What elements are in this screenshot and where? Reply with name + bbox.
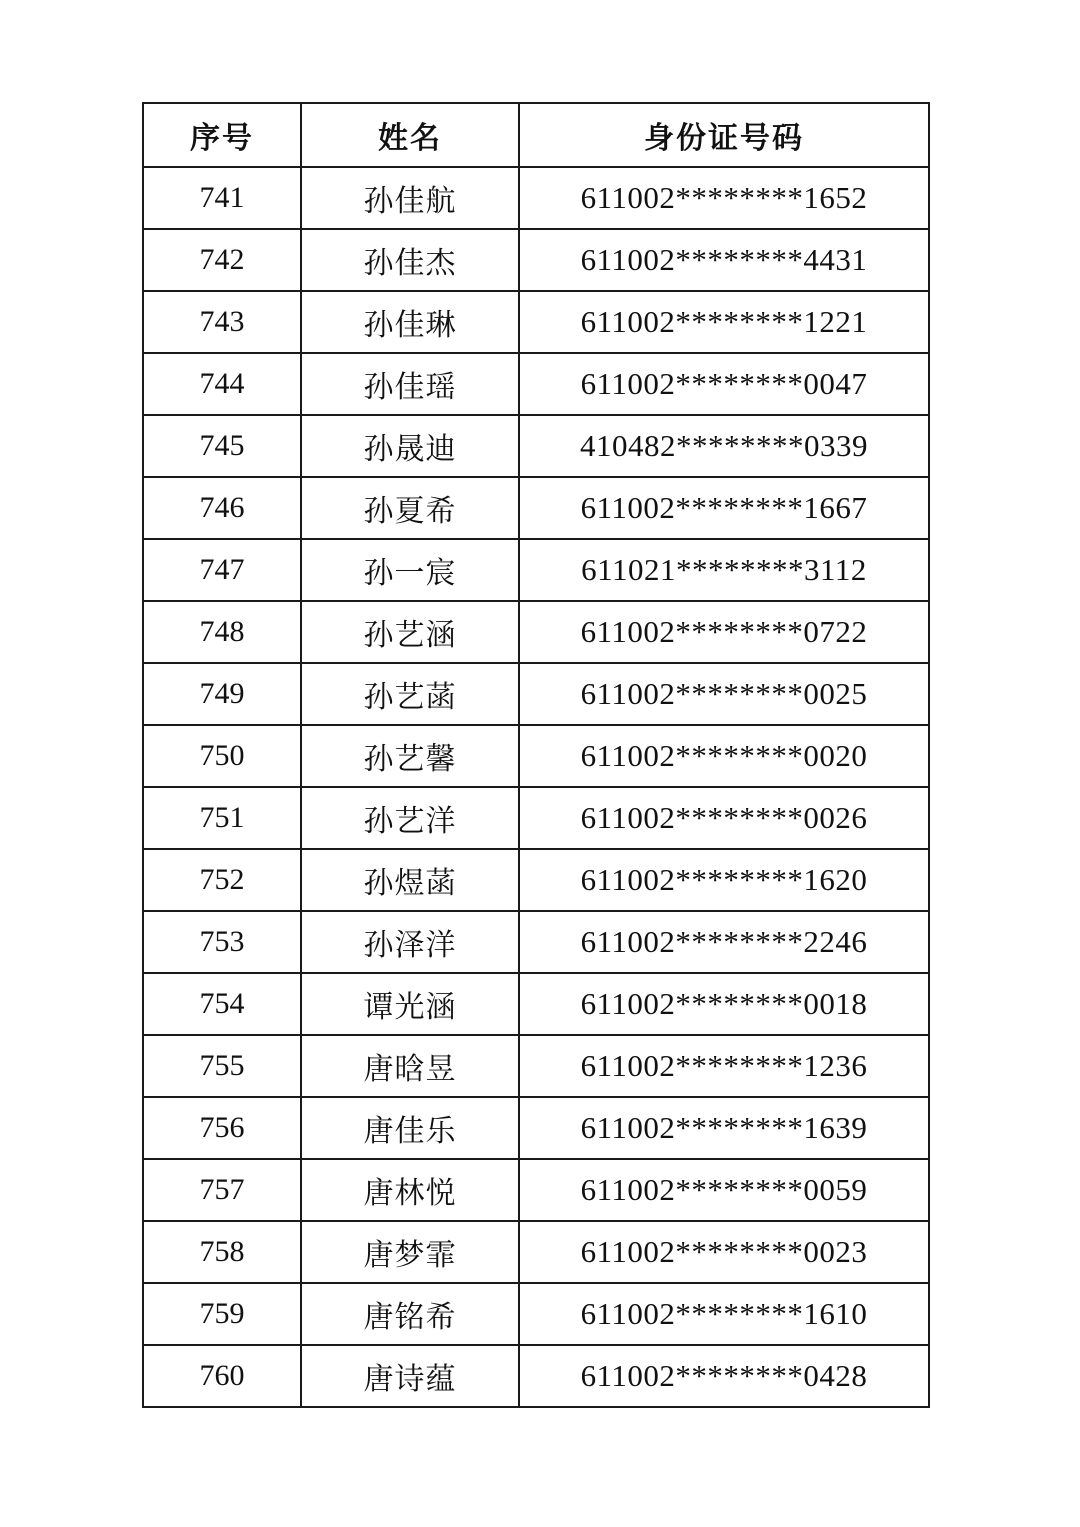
cell-name: 孙艺洋 (301, 787, 519, 849)
cell-name: 唐铭希 (301, 1283, 519, 1345)
cell-seq: 750 (143, 725, 301, 787)
cell-seq: 760 (143, 1345, 301, 1407)
cell-seq: 751 (143, 787, 301, 849)
table-row (143, 291, 929, 353)
table-row (143, 1159, 929, 1221)
cell-name: 唐林悦 (301, 1159, 519, 1221)
cell-seq: 752 (143, 849, 301, 911)
cell-id-number: 611002********1667 (519, 477, 929, 539)
table-body (143, 167, 929, 1407)
cell-name: 孙晟迪 (301, 415, 519, 477)
cell-seq: 746 (143, 477, 301, 539)
header-id-number: 身份证号码 (519, 103, 929, 167)
cell-name: 唐诗蕴 (301, 1345, 519, 1407)
cell-name: 谭光涵 (301, 973, 519, 1035)
cell-seq: 756 (143, 1097, 301, 1159)
cell-name: 孙一宸 (301, 539, 519, 601)
table-row (143, 601, 929, 663)
cell-id-number: 611002********0025 (519, 663, 929, 725)
table-row (143, 973, 929, 1035)
table-row (143, 725, 929, 787)
cell-seq: 743 (143, 291, 301, 353)
cell-id-number: 410482********0339 (519, 415, 929, 477)
cell-name: 孙佳航 (301, 167, 519, 229)
cell-seq: 744 (143, 353, 301, 415)
cell-seq: 755 (143, 1035, 301, 1097)
header-seq: 序号 (143, 103, 301, 167)
table-row (143, 849, 929, 911)
cell-name: 孙艺菡 (301, 663, 519, 725)
table-row (143, 539, 929, 601)
cell-name: 孙佳琳 (301, 291, 519, 353)
cell-seq: 742 (143, 229, 301, 291)
cell-seq: 754 (143, 973, 301, 1035)
cell-name: 孙佳瑶 (301, 353, 519, 415)
cell-seq: 741 (143, 167, 301, 229)
cell-name: 唐晗昱 (301, 1035, 519, 1097)
cell-seq: 758 (143, 1221, 301, 1283)
cell-name: 唐梦霏 (301, 1221, 519, 1283)
table-row (143, 167, 929, 229)
cell-id-number: 611002********0020 (519, 725, 929, 787)
cell-name: 孙艺馨 (301, 725, 519, 787)
cell-id-number: 611002********2246 (519, 911, 929, 973)
cell-name: 孙煜菡 (301, 849, 519, 911)
cell-id-number: 611002********0023 (519, 1221, 929, 1283)
cell-id-number: 611002********0059 (519, 1159, 929, 1221)
table-row (143, 663, 929, 725)
cell-id-number: 611002********0428 (519, 1345, 929, 1407)
cell-id-number: 611002********1652 (519, 167, 929, 229)
cell-id-number: 611002********1620 (519, 849, 929, 911)
roster-table (142, 102, 930, 1408)
table-row (143, 911, 929, 973)
header-name: 姓名 (301, 103, 519, 167)
cell-seq: 747 (143, 539, 301, 601)
cell-seq: 749 (143, 663, 301, 725)
cell-name: 唐佳乐 (301, 1097, 519, 1159)
cell-seq: 745 (143, 415, 301, 477)
cell-id-number: 611021********3112 (519, 539, 929, 601)
table-row (143, 1345, 929, 1407)
cell-id-number: 611002********1639 (519, 1097, 929, 1159)
cell-id-number: 611002********1221 (519, 291, 929, 353)
cell-seq: 753 (143, 911, 301, 973)
cell-id-number: 611002********0722 (519, 601, 929, 663)
cell-name: 孙泽洋 (301, 911, 519, 973)
table-row (143, 477, 929, 539)
table-row (143, 415, 929, 477)
cell-id-number: 611002********0018 (519, 973, 929, 1035)
table-header-row (143, 103, 929, 167)
cell-name: 孙夏希 (301, 477, 519, 539)
cell-name: 孙佳杰 (301, 229, 519, 291)
table-row (143, 787, 929, 849)
cell-id-number: 611002********4431 (519, 229, 929, 291)
table-row (143, 353, 929, 415)
cell-id-number: 611002********0026 (519, 787, 929, 849)
cell-id-number: 611002********1236 (519, 1035, 929, 1097)
table-row (143, 1221, 929, 1283)
table-row (143, 1097, 929, 1159)
cell-seq: 748 (143, 601, 301, 663)
cell-id-number: 611002********0047 (519, 353, 929, 415)
table-row (143, 1035, 929, 1097)
cell-seq: 759 (143, 1283, 301, 1345)
cell-id-number: 611002********1610 (519, 1283, 929, 1345)
cell-name: 孙艺涵 (301, 601, 519, 663)
table-row (143, 229, 929, 291)
cell-seq: 757 (143, 1159, 301, 1221)
table-row (143, 1283, 929, 1345)
